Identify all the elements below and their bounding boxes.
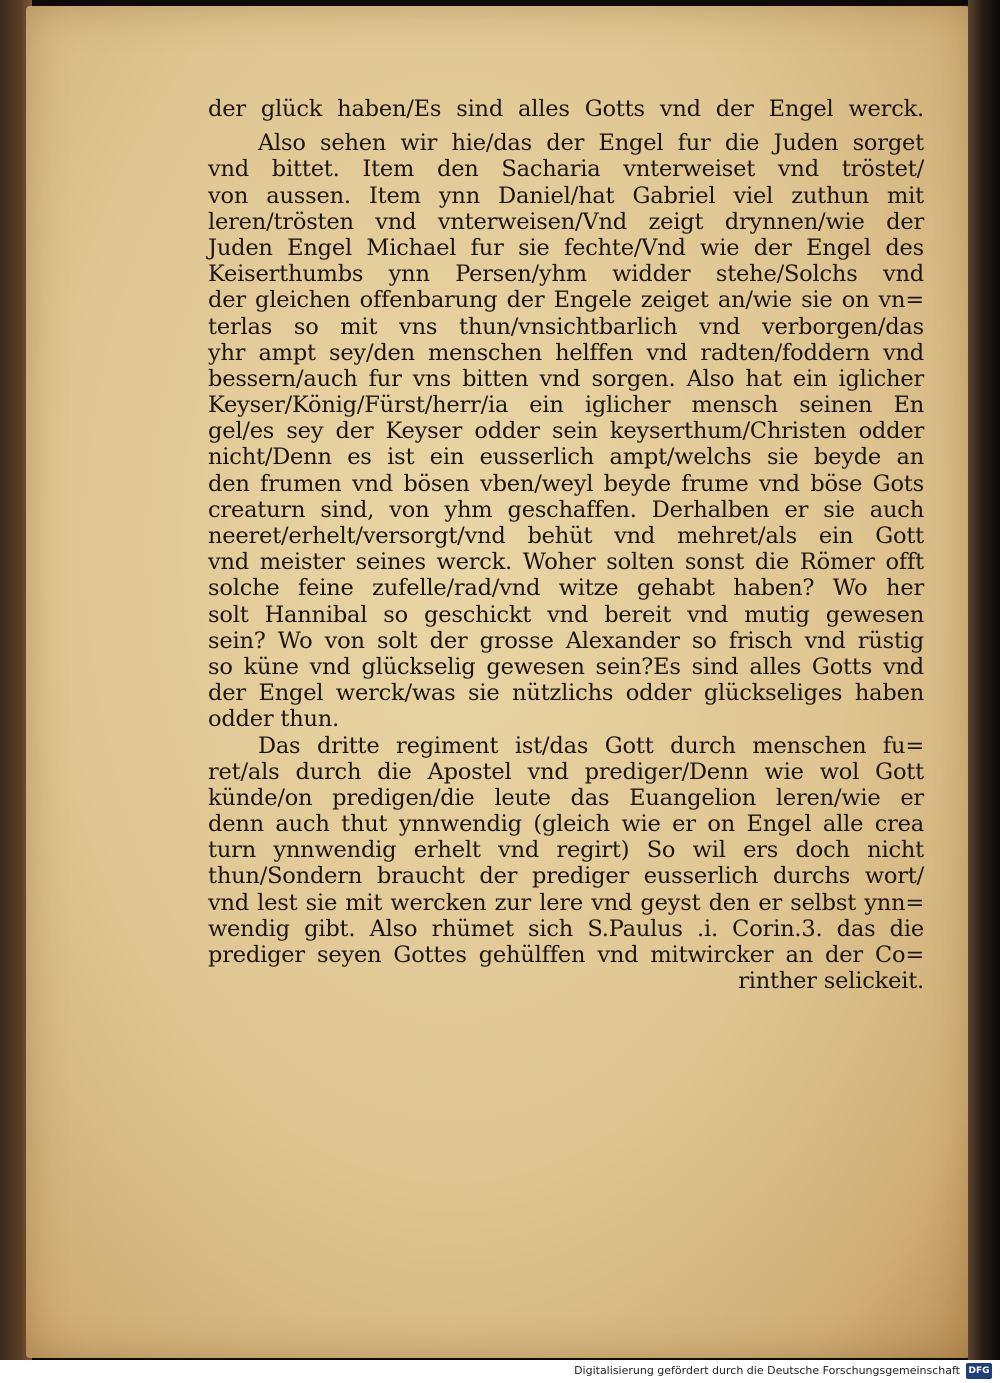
text-line: künde/on predigen/die leute das Euangelion leren/wie er <box>208 784 924 811</box>
dfg-logo-icon: DFG <box>966 1363 992 1379</box>
text-line: Keiserthumbs ynn Persen/yhm widder stehe/Solchs vnd <box>208 261 924 288</box>
text-line: vnd meister seines werck. Woher solten sonst die Römer offt <box>208 549 924 576</box>
text-line: turn ynnwendig erhelt vnd regirt) So wil ers doch nicht <box>208 837 924 864</box>
text-line: der gleichen offenbarung der Engele zeiget an/wie sie on vn= <box>208 287 924 314</box>
text-line: leren/trösten vnd vnterweisen/Vnd zeigt drynnen/wie der <box>208 208 924 235</box>
text-line: denn auch thut ynnwendig (gleich wie er on Engel alle crea <box>208 811 924 838</box>
text-line: vnd lest sie mit wercken zur lere vnd geyst den er selbst ynn= <box>208 889 924 916</box>
text-line: Das dritte regiment ist/das Gott durch menschen fu= <box>258 732 924 759</box>
text-line: bessern/auch fur vns bitten vnd sorgen. Also hat ein iglicher <box>208 365 924 392</box>
text-line: Keyser/König/Fürst/herr/ia ein iglicher mensch seinen En <box>208 392 924 419</box>
text-line: Juden Engel Michael fur sie fechte/Vnd wie der Engel des <box>208 234 924 261</box>
text-line: den frumen vnd bösen vben/weyl beyde frume vnd böse Gots <box>208 470 924 497</box>
text-line: prediger seyen Gottes gehülffen vnd mitwircker an der Co= <box>208 942 924 968</box>
text-line: solche feine zufelle/rad/vnd witze gehabt haben? Wo her <box>208 575 924 602</box>
text-line: sein? Wo von solt der grosse Alexander so frisch vnd rüstig <box>208 627 924 654</box>
text-line: neeret/erhelt/versorgt/vnd behüt vnd mehret/als ein Gott <box>208 523 924 549</box>
text-line: odder thun. <box>208 706 340 733</box>
digitization-footer <box>0 1360 1000 1383</box>
text-line: creaturn sind, von yhm geschaffen. Derhalben er sie auch <box>208 496 924 523</box>
text-line: der Engel werck/was sie nützlichs odder glückseliges haben <box>208 680 924 707</box>
text-line: terlas so mit vns thun/vnsichtbarlich vnd verborgen/das <box>208 313 924 340</box>
page-text <box>208 96 924 994</box>
funding-credit: Digitalisierung gefördert durch die Deutsche Forschungsgemeinschaft <box>574 1364 960 1377</box>
text-line: solt Hannibal so geschickt vnd bereit vnd mutig gewesen <box>208 601 924 628</box>
text-line: Also sehen wir hie/das der Engel fur die Juden sorget <box>258 130 924 157</box>
text-line: gel/es sey der Keyser odder sein keyserthum/Christen odder <box>208 418 924 445</box>
text-line: yhr ampt sey/den menschen helffen vnd radten/foddern vnd <box>208 339 924 366</box>
text-line: ret/als durch die Apostel vnd prediger/Denn wie wol Gott <box>208 758 924 785</box>
text-line: von aussen. Item ynn Daniel/hat Gabriel viel zuthun mit <box>208 182 924 209</box>
text-line: nicht/Denn es ist ein eusserlich ampt/welchs sie beyde an <box>208 444 924 471</box>
binding-edge <box>968 0 1000 1360</box>
text-line: der glück haben/Es sind alles Gotts vnd der Engel werck. <box>208 96 924 122</box>
text-line: thun/Sondern braucht der prediger eusserlich durchs wort/ <box>208 863 924 890</box>
text-line: so küne vnd glückselig gewesen sein?Es sind alles Gotts vnd <box>208 653 924 680</box>
text-line: wendig gibt. Also rhümet sich S.Paulus .i. Corin.3. das die <box>208 915 924 942</box>
text-line: vnd bittet. Item den Sacharia vnterweiset vnd tröstet/ <box>208 156 924 183</box>
text-line: rinther selickeit. <box>738 968 924 995</box>
